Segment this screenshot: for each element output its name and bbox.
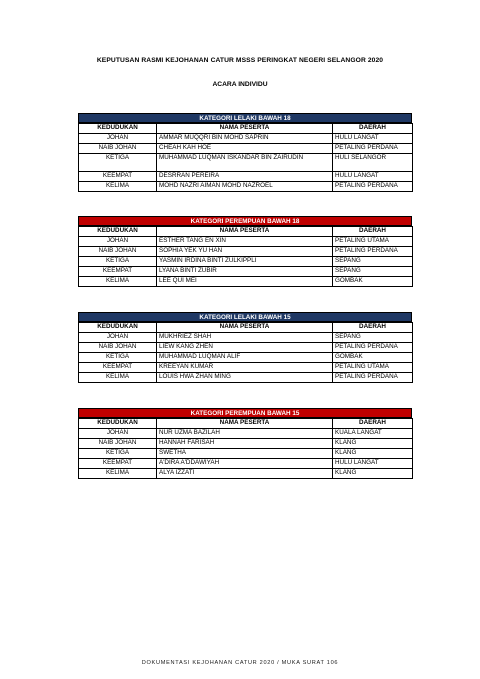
results-table <box>78 226 413 287</box>
position-cell: KELIMA <box>79 277 157 287</box>
position-cell: KETIGA <box>79 353 157 363</box>
name-cell: SOPHIA YEK YU HAN <box>157 247 333 257</box>
column-header-name: NAMA PESERTA <box>157 323 333 333</box>
position-cell: KEEMPAT <box>79 363 157 373</box>
district-cell: PETALING PERDANA <box>333 247 413 257</box>
district-cell: HULU LANGAT <box>333 172 413 182</box>
district-cell: KLANG <box>333 439 413 449</box>
district-cell: KLANG <box>333 449 413 459</box>
table-header-row <box>79 124 413 134</box>
position-cell: KELIMA <box>79 469 157 479</box>
district-cell: HULI SELANGOR <box>333 154 413 172</box>
table-row <box>79 257 413 267</box>
table-row <box>79 277 413 287</box>
document-subtitle: ACARA INDIVIDU <box>212 81 268 88</box>
table-row <box>79 247 413 257</box>
table-row <box>79 154 413 172</box>
section-header: KATEGORI PEREMPUAN BAWAH 18 <box>78 216 412 226</box>
name-cell: MOHD NAZRI AIMAN MOHD NAZROEL <box>157 182 333 192</box>
name-cell: KREEYAN KUMAR <box>157 363 333 373</box>
position-cell: KETIGA <box>79 257 157 267</box>
name-cell: ESTHER TANG EN XIN <box>157 237 333 247</box>
name-cell: LYANA BINTI ZUBIR <box>157 267 333 277</box>
position-cell: KETIGA <box>79 449 157 459</box>
column-header-position: KEDUDUKAN <box>79 323 157 333</box>
position-cell: NAIB JOHAN <box>79 343 157 353</box>
document-title: KEPUTUSAN RASMI KEJOHANAN CATUR MSSS PERINGKAT NEGERI SELANGOR 2020 <box>96 57 384 64</box>
section-boys-under-15 <box>78 312 412 383</box>
position-cell: JOHAN <box>79 237 157 247</box>
table-row <box>79 429 413 439</box>
table-row <box>79 267 413 277</box>
name-cell: MUHAMMAD LUQMAN ISKANDAR BIN ZAIRUDIN <box>157 154 333 172</box>
table-row <box>79 363 413 373</box>
section-girls-under-18 <box>78 216 412 287</box>
name-cell: HANNAH FARISAH <box>157 439 333 449</box>
district-cell: HULU LANGAT <box>333 134 413 144</box>
column-header-name: NAMA PESERTA <box>157 419 333 429</box>
column-header-position: KEDUDUKAN <box>79 419 157 429</box>
district-cell: SEPANG <box>333 333 413 343</box>
district-cell: HULU LANGAT <box>333 459 413 469</box>
district-cell: PETALING UTAMA <box>333 363 413 373</box>
position-cell: KEEMPAT <box>79 459 157 469</box>
name-cell: LEE QUI MEI <box>157 277 333 287</box>
column-header-position: KEDUDUKAN <box>79 227 157 237</box>
table-row <box>79 449 413 459</box>
district-cell: GOMBAK <box>333 277 413 287</box>
page-footer: DOKUMENTASI KEJOHANAN CATUR 2020 / MUKA SURAT 106 <box>141 660 339 666</box>
section-girls-under-15 <box>78 408 412 479</box>
column-header-name: NAMA PESERTA <box>157 124 333 134</box>
district-cell: PETALING PERDANA <box>333 373 413 383</box>
table-row <box>79 237 413 247</box>
name-cell: AMMAR MUQQRI BIN MOHD SAPRIN <box>157 134 333 144</box>
position-cell: JOHAN <box>79 429 157 439</box>
district-cell: PETALING PERDANA <box>333 182 413 192</box>
column-header-name: NAMA PESERTA <box>157 227 333 237</box>
name-cell: ALYA IZZATI <box>157 469 333 479</box>
position-cell: NAIB JOHAN <box>79 439 157 449</box>
table-row <box>79 333 413 343</box>
district-cell: KUALA LANGAT <box>333 429 413 439</box>
column-header-district: DAERAH <box>333 419 413 429</box>
column-header-position: KEDUDUKAN <box>79 124 157 134</box>
section-header: KATEGORI LELAKI BAWAH 18 <box>78 113 412 123</box>
table-row <box>79 134 413 144</box>
table-header-row <box>79 227 413 237</box>
name-cell: A'DIRA A'DDAWIYAH <box>157 459 333 469</box>
name-cell: LIEW KANG ZHEN <box>157 343 333 353</box>
name-cell: CHEAH KAH HOE <box>157 144 333 154</box>
position-cell: KETIGA <box>79 154 157 172</box>
name-cell: LOUIS HWA ZHAN MING <box>157 373 333 383</box>
district-cell: PETALING UTAMA <box>333 237 413 247</box>
table-row <box>79 343 413 353</box>
section-header: KATEGORI LELAKI BAWAH 15 <box>78 312 412 322</box>
table-row <box>79 182 413 192</box>
name-cell: YASMIN IRDINA BINTI ZULKIPPLI <box>157 257 333 267</box>
results-table <box>78 123 413 192</box>
district-cell: KLANG <box>333 469 413 479</box>
column-header-district: DAERAH <box>333 227 413 237</box>
name-cell: NUR UZMA BAZILAH <box>157 429 333 439</box>
district-cell: PETALING PERDANA <box>333 144 413 154</box>
position-cell: NAIB JOHAN <box>79 247 157 257</box>
name-cell: MUHAMMAD LUQMAN ALIF <box>157 353 333 363</box>
position-cell: KELIMA <box>79 182 157 192</box>
district-cell: PETALING PERDANA <box>333 343 413 353</box>
position-cell: NAIB JOHAN <box>79 144 157 154</box>
column-header-district: DAERAH <box>333 124 413 134</box>
table-row <box>79 144 413 154</box>
table-row <box>79 469 413 479</box>
section-header: KATEGORI PEREMPUAN BAWAH 15 <box>78 408 412 418</box>
position-cell: KELIMA <box>79 373 157 383</box>
district-cell: SEPANG <box>333 267 413 277</box>
table-row <box>79 373 413 383</box>
results-table <box>78 418 413 479</box>
district-cell: SEPANG <box>333 257 413 267</box>
position-cell: KEEMPAT <box>79 172 157 182</box>
district-cell: GOMBAK <box>333 353 413 363</box>
column-header-district: DAERAH <box>333 323 413 333</box>
position-cell: JOHAN <box>79 134 157 144</box>
position-cell: KEEMPAT <box>79 267 157 277</box>
table-row <box>79 172 413 182</box>
name-cell: MUKHRIEZ SHAH <box>157 333 333 343</box>
table-row <box>79 459 413 469</box>
name-cell: SWETHA <box>157 449 333 459</box>
section-boys-under-18 <box>78 113 412 192</box>
table-header-row <box>79 323 413 333</box>
table-row <box>79 439 413 449</box>
results-table <box>78 322 413 383</box>
name-cell: DESRRAN PEREIRA <box>157 172 333 182</box>
table-header-row <box>79 419 413 429</box>
position-cell: JOHAN <box>79 333 157 343</box>
table-row <box>79 353 413 363</box>
